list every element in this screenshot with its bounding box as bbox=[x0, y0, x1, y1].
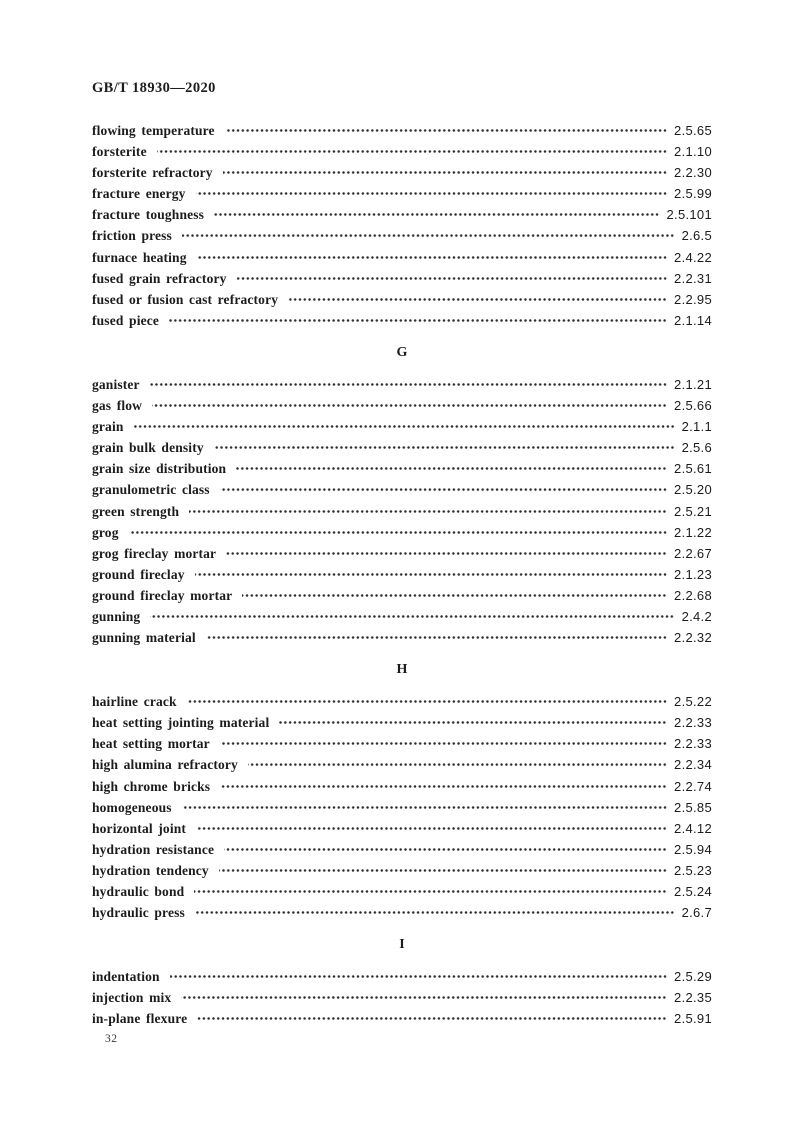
index-entry bbox=[92, 1008, 712, 1029]
index-entry bbox=[92, 987, 712, 1008]
entry-term: fracture toughness bbox=[92, 207, 205, 223]
entry-term: gunning material bbox=[92, 630, 196, 646]
entry-ref: 2.5.6 bbox=[681, 440, 712, 456]
entry-term: indentation bbox=[92, 969, 160, 985]
index-entry bbox=[92, 839, 712, 860]
entry-term: heat setting jointing material bbox=[92, 715, 270, 731]
dot-leader bbox=[214, 204, 659, 225]
entry-term: ground fireclay bbox=[92, 566, 185, 582]
index-entry bbox=[92, 585, 712, 606]
dot-leader bbox=[242, 585, 667, 606]
entry-ref: 2.1.23 bbox=[674, 566, 712, 582]
entry-term: forsterite refractory bbox=[92, 165, 213, 181]
entry-ref: 2.2.30 bbox=[674, 165, 712, 181]
entry-ref: 2.2.74 bbox=[674, 778, 712, 794]
entry-ref: 2.6.7 bbox=[681, 905, 712, 921]
index-entry bbox=[92, 310, 712, 331]
dot-leader bbox=[189, 501, 667, 522]
dot-leader bbox=[170, 966, 667, 987]
entry-ref: 2.6.5 bbox=[681, 228, 712, 244]
dot-leader bbox=[226, 543, 667, 564]
entry-ref: 2.1.14 bbox=[674, 312, 712, 328]
entry-ref: 2.5.85 bbox=[674, 799, 712, 815]
entry-term: high chrome bricks bbox=[92, 778, 211, 794]
entry-ref: 2.4.22 bbox=[674, 249, 712, 265]
dot-leader bbox=[194, 881, 667, 902]
entry-ref: 2.5.20 bbox=[674, 482, 712, 498]
entry-ref: 2.1.22 bbox=[674, 524, 712, 540]
dot-leader bbox=[279, 712, 667, 733]
page-number: 32 bbox=[105, 1033, 118, 1046]
entry-term: gas flow bbox=[92, 398, 143, 414]
dot-leader bbox=[219, 860, 667, 881]
index-entry bbox=[92, 860, 712, 881]
entry-term: furnace heating bbox=[92, 249, 187, 265]
entry-term: hydraulic press bbox=[92, 905, 185, 921]
index-entry bbox=[92, 712, 712, 733]
entry-term: hydration tendency bbox=[92, 862, 209, 878]
dot-leader bbox=[182, 797, 667, 818]
dot-leader bbox=[181, 987, 667, 1008]
entry-term: grain bulk density bbox=[92, 440, 204, 456]
entry-ref: 2.4.12 bbox=[674, 820, 712, 836]
index-entry bbox=[92, 606, 712, 627]
entry-ref: 2.2.67 bbox=[674, 545, 712, 561]
dot-leader bbox=[196, 818, 667, 839]
dot-leader bbox=[169, 310, 667, 331]
dot-leader bbox=[152, 395, 667, 416]
entry-ref: 2.5.91 bbox=[674, 1011, 712, 1027]
index-entry bbox=[92, 416, 712, 437]
entry-term: green strength bbox=[92, 503, 180, 519]
index-entry bbox=[92, 733, 712, 754]
entry-term: granulometric class bbox=[92, 482, 210, 498]
dot-leader bbox=[237, 268, 668, 289]
entry-term: injection mix bbox=[92, 990, 172, 1006]
index-entry bbox=[92, 183, 712, 204]
entry-term: flowing temperature bbox=[92, 123, 215, 138]
dot-leader bbox=[248, 754, 667, 775]
entry-term: hairline crack bbox=[92, 694, 177, 710]
dot-leader bbox=[214, 437, 675, 458]
entry-term: in-plane flexure bbox=[92, 1011, 188, 1027]
entry-term: fused grain refractory bbox=[92, 270, 227, 286]
index-entry bbox=[92, 162, 712, 183]
dot-leader bbox=[150, 374, 667, 395]
index-entry bbox=[92, 881, 712, 902]
index-entry bbox=[92, 141, 712, 162]
entry-ref: 2.2.95 bbox=[674, 291, 712, 307]
entry-term: grog fireclay mortar bbox=[92, 545, 217, 561]
index-entry bbox=[92, 268, 712, 289]
dot-leader bbox=[223, 162, 667, 183]
section-heading-g: G bbox=[396, 344, 408, 360]
entry-term: ground fireclay mortar bbox=[92, 587, 233, 603]
index-entry bbox=[92, 395, 712, 416]
entry-ref: 2.2.35 bbox=[674, 990, 712, 1006]
index-entry bbox=[92, 776, 712, 797]
index-entry bbox=[92, 754, 712, 775]
entry-term: grain size distribution bbox=[92, 461, 227, 477]
entry-ref: 2.5.21 bbox=[674, 503, 712, 519]
index-entry bbox=[92, 691, 712, 712]
dot-leader bbox=[195, 902, 675, 923]
index-entry bbox=[92, 225, 712, 246]
dot-leader bbox=[288, 289, 667, 310]
entry-term: hydraulic bond bbox=[92, 884, 185, 899]
dot-leader bbox=[220, 479, 667, 500]
entry-ref: 2.5.101 bbox=[666, 207, 712, 223]
dot-leader bbox=[195, 564, 667, 585]
index-entry bbox=[92, 564, 712, 585]
dot-leader bbox=[220, 733, 667, 754]
entry-term: ganister bbox=[92, 376, 140, 392]
entry-ref: 2.1.10 bbox=[674, 144, 712, 160]
index-entry bbox=[92, 458, 712, 479]
index-entry bbox=[92, 627, 712, 648]
entry-term: homogeneous bbox=[92, 799, 172, 815]
dot-leader bbox=[182, 225, 675, 246]
entry-ref: 2.5.66 bbox=[674, 398, 712, 414]
entry-ref: 2.5.61 bbox=[674, 461, 712, 477]
entry-ref: 2.1.21 bbox=[674, 376, 712, 392]
index-entry bbox=[92, 120, 712, 141]
entry-ref: 2.2.32 bbox=[674, 630, 712, 646]
entry-ref: 2.2.34 bbox=[674, 757, 712, 773]
entry-term: high alumina refractory bbox=[92, 757, 238, 773]
dot-leader bbox=[206, 627, 667, 648]
index-entry bbox=[92, 543, 712, 564]
entry-ref: 2.5.23 bbox=[674, 862, 712, 878]
section-heading-i: I bbox=[399, 937, 405, 953]
entry-term: fused piece bbox=[92, 312, 160, 328]
entry-term: grain bbox=[92, 419, 124, 435]
dot-leader bbox=[196, 183, 667, 204]
dot-leader bbox=[225, 120, 667, 141]
entry-ref: 2.5.22 bbox=[674, 694, 712, 710]
index-list bbox=[92, 120, 712, 1029]
index-entry bbox=[92, 902, 712, 923]
entry-ref: 2.5.94 bbox=[674, 841, 712, 857]
index-entry bbox=[92, 818, 712, 839]
entry-term: horizontal joint bbox=[92, 820, 187, 836]
entry-ref: 2.2.68 bbox=[674, 587, 712, 603]
dot-leader bbox=[224, 839, 667, 860]
dot-leader bbox=[197, 1008, 667, 1029]
standard-number-header: GB/T 18930—2020 bbox=[92, 80, 216, 96]
entry-ref: 2.5.24 bbox=[674, 884, 712, 899]
entry-term: hydration resistance bbox=[92, 841, 215, 857]
index-entry bbox=[92, 479, 712, 500]
dot-leader bbox=[236, 458, 667, 479]
entry-term: gunning bbox=[92, 608, 141, 624]
index-entry bbox=[92, 501, 712, 522]
dot-leader bbox=[197, 247, 667, 268]
dot-leader bbox=[187, 691, 667, 712]
entry-ref: 2.5.99 bbox=[674, 186, 712, 202]
dot-leader bbox=[129, 522, 667, 543]
entry-term: heat setting mortar bbox=[92, 736, 210, 752]
entry-term: fused or fusion cast refractory bbox=[92, 291, 279, 307]
entry-term: friction press bbox=[92, 228, 172, 244]
index-entry bbox=[92, 247, 712, 268]
index-entry bbox=[92, 204, 712, 225]
entry-term: grog bbox=[92, 524, 119, 540]
index-entry bbox=[92, 522, 712, 543]
index-entry bbox=[92, 374, 712, 395]
index-entry bbox=[92, 437, 712, 458]
index-entry bbox=[92, 966, 712, 987]
entry-ref: 2.5.65 bbox=[674, 123, 712, 138]
entry-ref: 2.4.2 bbox=[681, 608, 712, 624]
entry-term: fracture energy bbox=[92, 186, 186, 202]
entry-ref: 2.2.33 bbox=[674, 736, 712, 752]
entry-ref: 2.1.1 bbox=[681, 419, 712, 435]
entry-ref: 2.2.33 bbox=[674, 715, 712, 731]
index-entry bbox=[92, 797, 712, 818]
entry-term: forsterite bbox=[92, 144, 147, 160]
entry-ref: 2.5.29 bbox=[674, 969, 712, 985]
dot-leader bbox=[150, 606, 674, 627]
dot-leader bbox=[157, 141, 667, 162]
index-entry bbox=[92, 289, 712, 310]
dot-leader bbox=[220, 776, 667, 797]
section-heading-h: H bbox=[396, 662, 408, 678]
entry-ref: 2.2.31 bbox=[674, 270, 712, 286]
dot-leader bbox=[134, 416, 675, 437]
